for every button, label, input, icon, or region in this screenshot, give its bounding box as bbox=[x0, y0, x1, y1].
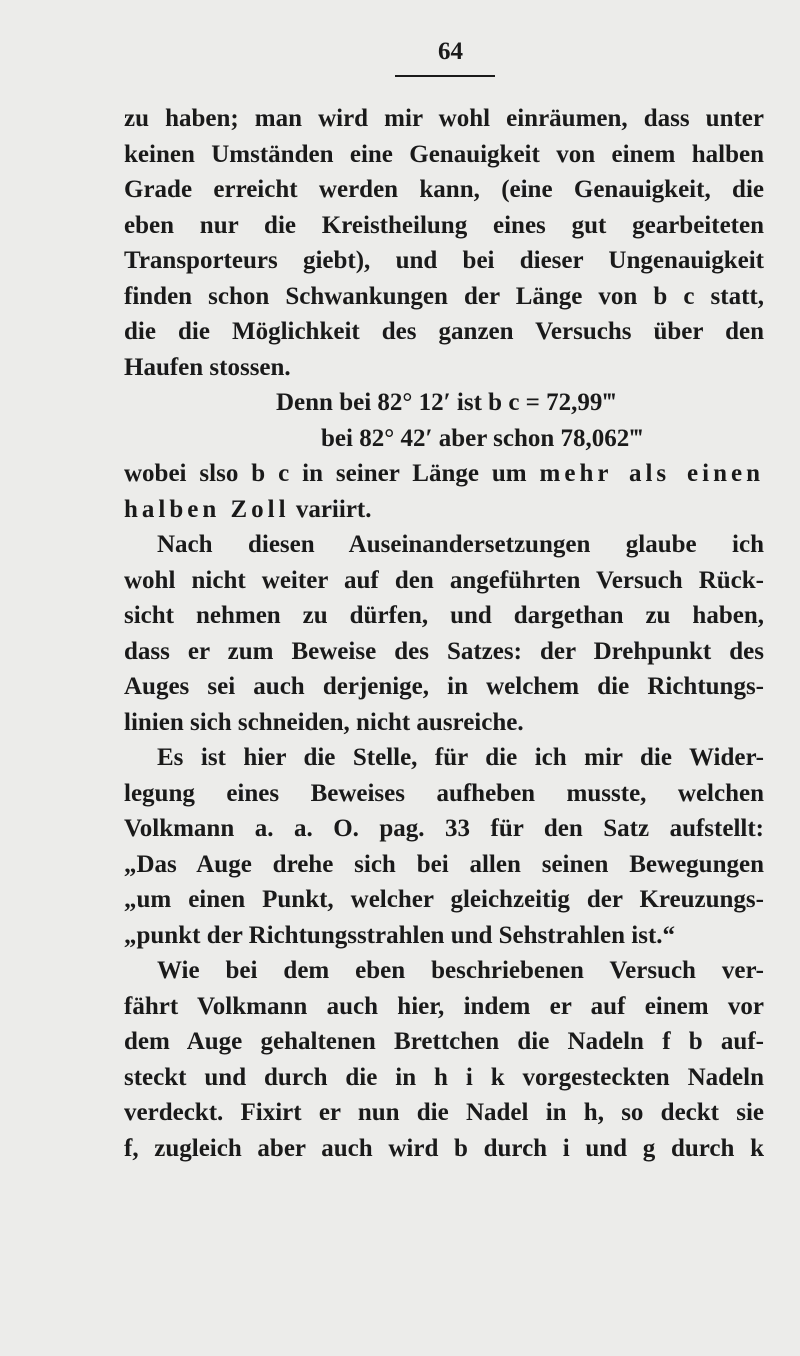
text-line: verdeckt. Fixirt er nun die Nadel in h, so deckt sie bbox=[124, 1099, 764, 1126]
text-line: „punkt der Richtungsstrahlen und Sehstrahlen ist.“ bbox=[124, 921, 676, 949]
text-line: linien sich schneiden, nicht ausreiche. bbox=[124, 708, 524, 736]
text-line: Grade erreicht werden kann, (eine Genauigkeit, die bbox=[124, 176, 764, 203]
text-line: Es ist hier die Stelle, für die ich mir die Wider- bbox=[157, 744, 764, 771]
text-line: „Das Auge drehe sich bei allen seinen Bewegungen bbox=[124, 850, 764, 878]
text-line: steckt und durch die in h i k vorgesteckten Nadeln bbox=[124, 1063, 764, 1091]
text-line: Transporteurs giebt), und bei dieser Ungenauigkeit bbox=[124, 247, 764, 274]
text-line: f, zugleich aber auch wird b durch i und g durch k bbox=[124, 1134, 764, 1162]
text-line: Haufen stossen. bbox=[124, 353, 291, 381]
text-line: Nach diesen Auseinandersetzungen glaube ich bbox=[157, 531, 764, 558]
text-line: fährt Volkmann auch hier, indem er auf einem vor bbox=[124, 992, 764, 1020]
formula-line-1: Denn bei 82° 12′ ist b c = 72,99‴ bbox=[276, 389, 617, 416]
text-line: zu haben; man wird mir wohl einräumen, dass unter bbox=[124, 105, 764, 132]
body-text bbox=[124, 101, 764, 1166]
text-line: „um einen Punkt, welcher gleichzeitig der Kreuzungs- bbox=[124, 886, 764, 913]
text-line: Wie bei dem eben beschriebenen Versuch ver- bbox=[157, 957, 764, 984]
header-rule bbox=[395, 75, 495, 77]
text-line: Auges sei auch derjenige, in welchem die Richtungs- bbox=[124, 673, 764, 700]
formula-line-2: bei 82° 42′ aber schon 78,062‴ bbox=[321, 424, 644, 452]
text-line: wohl nicht weiter auf den angeführten Versuch Rück- bbox=[124, 566, 764, 594]
text-line: Volkmann a. a. O. pag. 33 für den Satz aufstellt: bbox=[124, 815, 764, 842]
text-line: dem Auge gehaltenen Brettchen die Nadeln f b auf- bbox=[124, 1028, 764, 1055]
text-line: keinen Umständen eine Genauigkeit von einem halben bbox=[124, 140, 764, 168]
text-line: legung eines Beweises aufheben musste, welchen bbox=[124, 779, 764, 807]
text-line: eben nur die Kreistheilung eines gut gearbeiteten bbox=[124, 211, 764, 239]
emphasis-spaced: halben Zoll bbox=[124, 495, 290, 523]
text-line: finden schon Schwankungen der Länge von b c statt, bbox=[124, 282, 764, 310]
text-line: die die Möglichkeit des ganzen Versuchs über den bbox=[124, 318, 764, 345]
emphasis-spaced: mehr als einen bbox=[539, 460, 765, 487]
formula-line-4 bbox=[124, 492, 764, 528]
formula-line-4-text: variirt. bbox=[289, 495, 372, 523]
page-number: 64 bbox=[438, 38, 463, 65]
formula-line-3-text: wobei slso b c in seiner Länge um bbox=[124, 460, 527, 487]
formula-line-3 bbox=[124, 456, 764, 492]
text-line: dass er zum Beweise des Satzes: der Drehpunkt des bbox=[124, 637, 764, 665]
text-line: sicht nehmen zu dürfen, und dargethan zu haben, bbox=[124, 602, 764, 629]
